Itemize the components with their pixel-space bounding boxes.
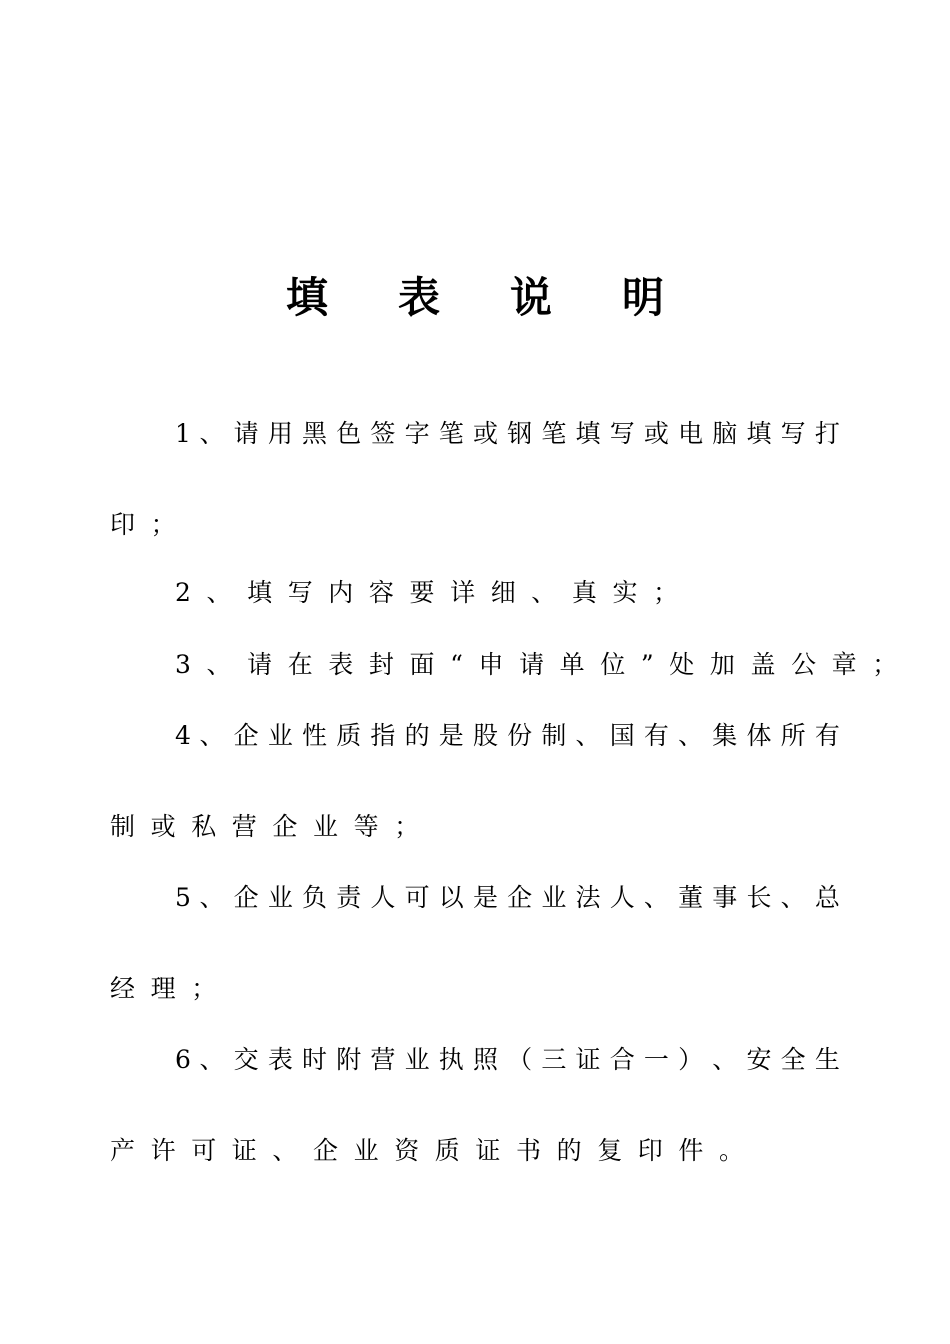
instruction-4-line-1: 4 、 企 业 性 质 指 的 是 股 份 制 、 国 有 、 集 体 所 有 — [175, 721, 840, 750]
instruction-5-line-2: 经理； — [110, 974, 232, 1003]
page-title: 填表说明 — [285, 273, 734, 322]
instruction-6-line-1: 6 、 交 表 时 附 营 业 执 照 （ 三 证 合 一 ） 、 安 全 生 — [175, 1045, 840, 1074]
instruction-5-line-1: 5 、 企 业 负 责 人 可 以 是 企 业 法 人 、 董 事 长 、 总 — [175, 883, 840, 912]
instruction-4-line-2: 制或私营企业等； — [110, 812, 435, 841]
instruction-3: 3、请在表封面“申请单位”处加盖公章； — [175, 650, 913, 679]
instruction-1-line-2: 印； — [110, 510, 192, 539]
instruction-6-line-2: 产许可证、企业资质证书的复印件。 — [110, 1136, 760, 1165]
instruction-2: 2、填写内容要详细、真实； — [175, 578, 694, 607]
instruction-1-line-1: 1 、 请 用 黑 色 签 字 笔 或 钢 笔 填 写 或 电 脑 填 写 打 — [175, 419, 840, 448]
